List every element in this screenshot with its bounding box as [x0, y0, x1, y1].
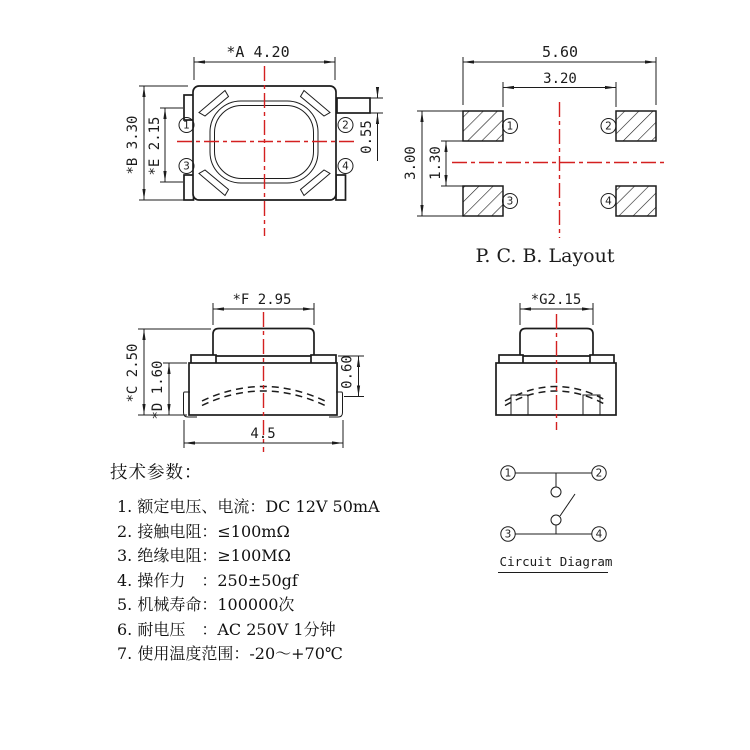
front-view-dim-step: [338, 355, 364, 396]
pcb-pin1-number: 1: [506, 120, 514, 133]
circuit-diagram: [498, 466, 612, 573]
pcb-pin3-number: 3: [506, 195, 514, 208]
pcb-pad-3: [463, 186, 503, 216]
top-view-dim-pin-span: [147, 108, 183, 182]
spec-withstand-voltage: 6. 耐电压 ：AC 250V 1分钟: [117, 619, 336, 639]
front-view-dim-base-width-label: 4.5: [250, 426, 276, 442]
top-view-pin4-number: 4: [342, 160, 349, 173]
pcb-dim-inner-width-label: 3.20: [543, 71, 577, 87]
top-view-pin1-pad: [184, 95, 194, 120]
top-view-dim-pin-span-label: *E 2.15: [147, 116, 163, 176]
technical-parameters-title: 技术参数：: [110, 463, 203, 483]
pcb-pad-4: [616, 186, 656, 216]
pcb-pad-1: [463, 111, 503, 141]
top-view-pin2-number: 2: [342, 119, 349, 132]
pcb-dim-outer-width-label: 5.60: [541, 43, 579, 61]
pcb-dim-inner-height-label: 1.30: [428, 146, 444, 180]
circuit-switch-arm: [560, 494, 575, 516]
pcb-pin2-number: 2: [605, 120, 612, 133]
pcb-dim-inner-width: [503, 71, 616, 107]
circuit-pin-numbers: [501, 466, 606, 541]
circuit-contact-fixed: [551, 487, 561, 497]
spec-rated-voltage-current: 1. 额定电压、电流：DC 12V 50mA: [117, 497, 380, 516]
pcb-dim-outer-height-label: 3.00: [403, 146, 419, 180]
front-view: [125, 292, 364, 452]
top-view-pin3-pad: [184, 175, 194, 200]
top-view-dim-width-label: *A 4.20: [226, 43, 290, 61]
circuit-pin2-number: 2: [595, 467, 603, 480]
spec-operating-force: 4. 操作力 ：250±50gf: [117, 570, 298, 590]
top-view-dim-pin-height-label: 0.55: [359, 120, 375, 154]
circuit-diagram-caption: Circuit Diagram: [499, 554, 613, 569]
side-view-dim-button-width-label: *G2.15: [530, 292, 582, 308]
front-view-dim-total-height-label: *C 2.50: [125, 343, 141, 403]
pcb-layout-caption: P. C. B. Layout: [475, 245, 615, 267]
front-view-dim-body-height-label: *D 1.60: [150, 360, 166, 420]
top-view: [125, 43, 383, 236]
top-view-pin2-lead: [337, 98, 370, 113]
top-view-pin4-pad: [336, 175, 346, 200]
top-view-pin1-number: 1: [183, 119, 190, 132]
pcb-dim-inner-height: [428, 141, 463, 186]
spec-mechanical-life: 5. 机械寿命：100000次: [117, 595, 295, 614]
pcb-layout: [403, 43, 668, 267]
circuit-contact-moving: [551, 515, 561, 525]
spec-contact-resistance: 2. 接触电阻：≤100mΩ: [117, 521, 290, 541]
circuit-pin1-number: 1: [504, 467, 512, 480]
circuit-pin4-number: 4: [595, 528, 603, 541]
pcb-pad-2: [616, 111, 656, 141]
pcb-pin4-number: 4: [605, 195, 612, 208]
front-view-dim-body-height: [150, 360, 187, 419]
spec-insulation-resistance: 3. 绝缘电阻：≥100MΩ: [117, 546, 291, 565]
front-view-dim-button-width-label: *F 2.95: [232, 292, 292, 308]
top-view-dim-height-label: *B 3.30: [125, 115, 141, 175]
spec-operating-temperature: 7. 使用温度范围：-20～+70℃: [117, 644, 343, 663]
front-view-dim-step-label: 0.60: [339, 355, 356, 389]
technical-parameters: [110, 462, 440, 667]
side-view: [496, 292, 616, 430]
circuit-pin3-number: 3: [504, 528, 512, 541]
top-view-pin3-number: 3: [183, 160, 190, 173]
